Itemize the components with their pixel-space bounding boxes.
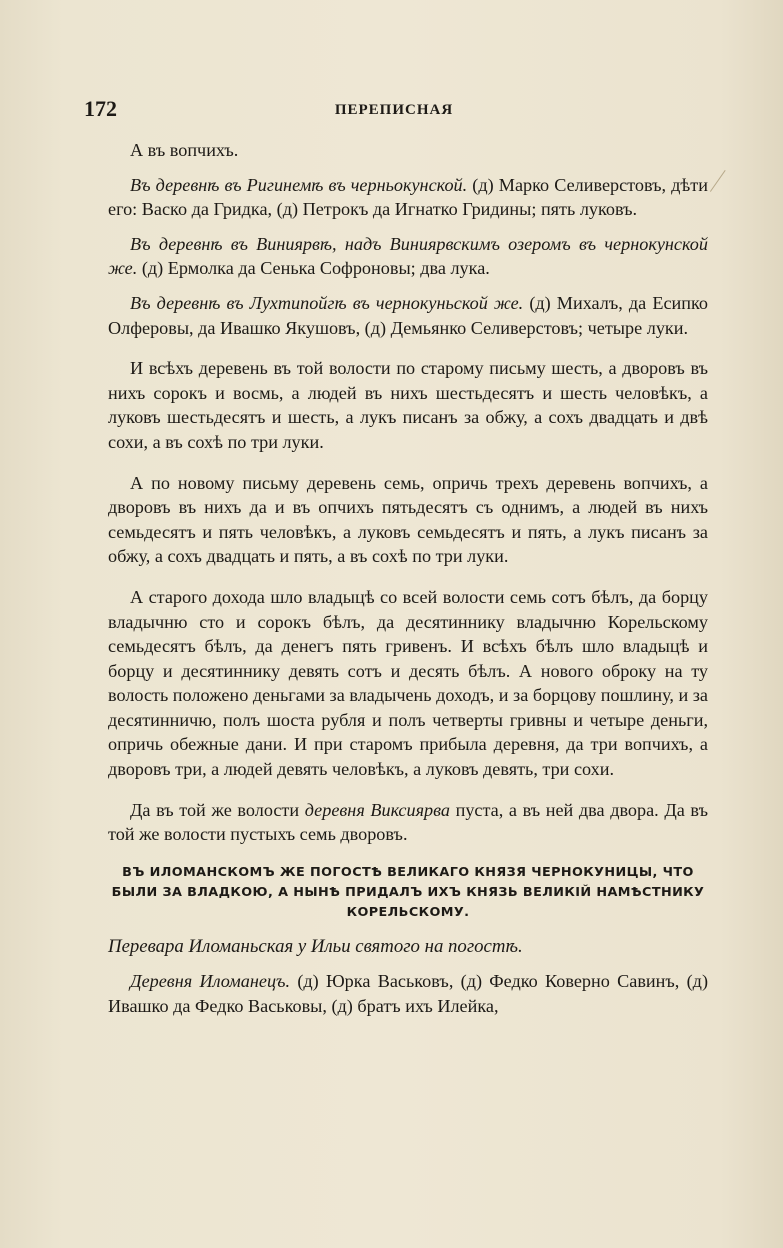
running-head: ПЕРЕПИСНАЯ xyxy=(334,102,454,118)
paragraph: А старого дохода шло владыцѣ со всей волости семь сотъ бѣлъ, да борцу владычню сто и сорокъ бѣлъ, да десятиннику владычню Корельскому семьдесятъ бѣлъ, да денегъ пять гривенъ. И всѣхъ бѣлъ шло владыцѣ и борцу и десятиннику девять сотъ и десять бѣлъ. А нового оброку на ту волость положено деньгами за владычень доходъ, и за борцову пошлину, и за десятинничю, полъ шоста рубля и полъ четверты гривны и четыре деньги, опричь обежные дани. И при старомъ прибыла деревня, да три вопчихъ, а дворовъ три, а людей девять человѣкъ, а луковъ девять, три сохи. xyxy=(108,586,708,780)
text: (д) Марко Селиверстовъ, дѣти его: Васко да Гридка, (д) Петрокъ да Игнатко Гридины; пять луковъ. xyxy=(108,174,708,220)
margin-mark xyxy=(710,170,737,200)
section-subtitle: Перевара Иломаньская у Ильи святого на погостѣ. xyxy=(108,935,523,957)
paragraph: И всѣхъ деревень въ той волости по старому письму шесть, а дворовъ въ нихъ сорокъ и восмь, а людей въ нихъ шестьдесятъ и шесть человѣкъ, а луковъ шестьдесятъ и шесть, а лукъ писанъ за обжу, а сохъ двадцать и двѣ сохи, а въ сохѣ по три луки. xyxy=(108,358,708,452)
text: пуста, а въ ней два двора. Да въ той же волости пустыхъ семь дворовъ. xyxy=(108,799,708,845)
italic-text: Въ деревнѣ въ Ригинемѣ въ черньокунской. xyxy=(130,174,468,195)
paragraph xyxy=(108,969,708,1018)
paragraph xyxy=(108,798,708,847)
paragraph xyxy=(108,173,708,222)
text: Да въ той же волости xyxy=(130,799,305,820)
italic-text: Въ деревнѣ въ Лухтипойгѣ въ чернокуньской же. xyxy=(130,292,524,313)
page-number: 172 xyxy=(84,96,117,121)
paragraph xyxy=(108,138,708,163)
paragraph: А по новому письму деревень семь, опричь трехъ деревень вопчихъ, а дворовъ въ нихъ да и въ опчихъ пятьдесятъ съ однимъ, а людей въ нихъ семьдесятъ и пять человѣкъ, а луковъ семьдесятъ и пять, а лукъ писанъ за обжу, а сохъ двадцать и пять, а въ сохѣ по три луки. xyxy=(108,472,708,567)
paragraph xyxy=(108,232,708,281)
paragraph xyxy=(108,291,708,340)
text: (д) Михалъ, да Есипко Олферовы, да Ивашко Якушовъ, (д) Демьянко Селиверстовъ; четыре луки. xyxy=(108,292,708,338)
text: (д) Ермолка да Сенька Софроновы; два лука. xyxy=(137,258,490,279)
text-line: А въ вопчихъ. xyxy=(130,140,239,160)
body-text xyxy=(108,138,708,1029)
page-header xyxy=(84,96,704,126)
text: (д) Юрка Васьковъ, (д) Федко Коверно Савинъ, (д) Ивашко да Федко Васьковы, (д) братъ ихъ Илейка, xyxy=(108,971,708,1017)
italic-text: Деревня Иломанецъ. xyxy=(130,971,291,992)
italic-text: деревня Виксиярва xyxy=(304,799,450,820)
italic-text: Въ деревнѣ въ Виниярвѣ, надъ Виниярвскимъ озеромъ въ чернокунской же. xyxy=(108,233,708,279)
section-heading: ВЪ ИЛОМАНСКОМЪ ЖЕ ПОГОСТѢ ВЕЛИКАГО КНЯЗЯ ЧЕРНОКУНИЦЫ, ЧТО БЫЛИ ЗА ВЛАДКОЮ, А НЫНѢ ПРИДАЛЪ ИХЪ КНЯЗЬ ВЕЛИКІЙ НАМѢСТНИКУ КОРЕЛЬСКОМУ. xyxy=(111,864,705,920)
